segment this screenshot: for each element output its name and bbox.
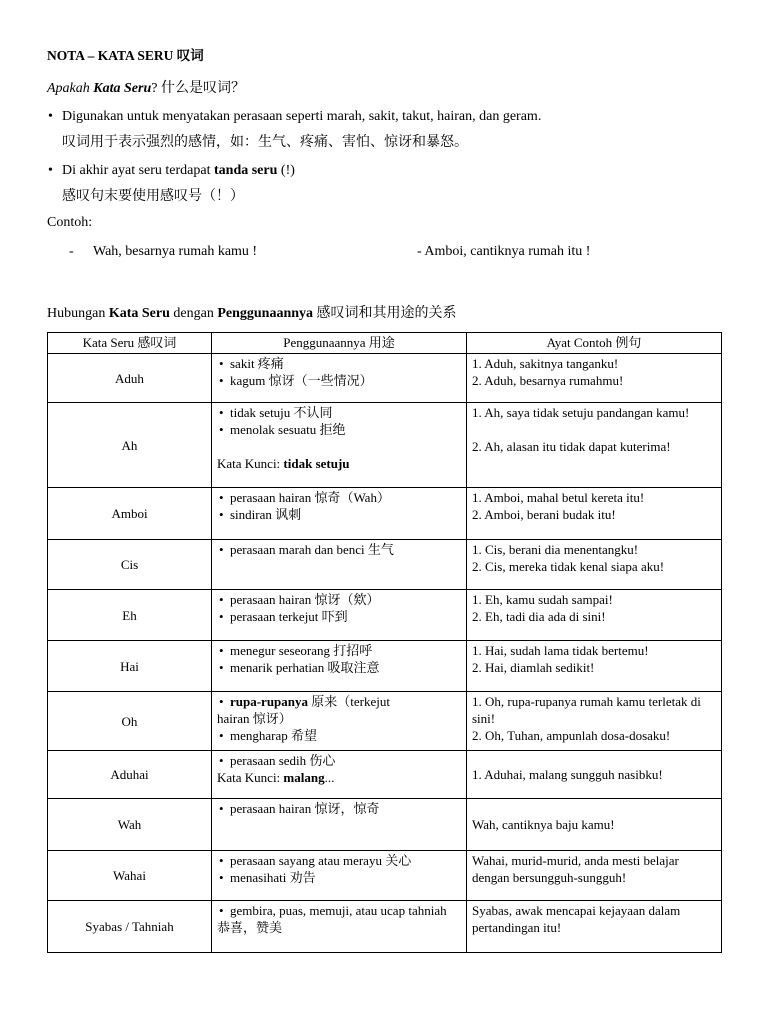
- bullet-symbol: •: [219, 853, 224, 868]
- header-penggunaan: Penggunaannya 用途: [212, 333, 467, 354]
- intro-question: [47, 77, 245, 97]
- use-text: sindiran 讽刺: [230, 507, 302, 522]
- example-sentence: 2. Ah, alasan itu tidak dapat kuterima!: [472, 439, 671, 454]
- example-dash: -: [69, 244, 74, 259]
- header-ayat-contoh: Ayat Contoh 例句: [467, 333, 722, 354]
- use-text: perasaan marah dan benci 生气: [230, 542, 394, 557]
- example-sentence: 1. Aduh, sakitnya tanganku!: [472, 356, 619, 371]
- bullet-symbol: •: [219, 903, 224, 918]
- use-item: [217, 421, 461, 438]
- example-sentence: 1. Hai, sudah lama tidak bertemu!: [472, 643, 649, 658]
- example-right: - Amboi, cantiknya rumah itu !: [417, 244, 591, 259]
- use-text: tidak setuju 不认同: [230, 405, 333, 420]
- row-word: Cis: [48, 540, 212, 590]
- table-row: [48, 540, 722, 590]
- bullet-2-text-bold: tanda seru: [214, 163, 278, 178]
- row-examples: [467, 488, 722, 540]
- row-word: Aduhai: [48, 751, 212, 799]
- bullet-1-text: Digunakan untuk menyatakan perasaan seperti marah, sakit, takut, hairan, dan geram.: [62, 109, 542, 124]
- row-word: Amboi: [48, 488, 212, 540]
- bullet-2-chinese: 感叹句末要使用感叹号（！）: [62, 189, 244, 204]
- table-row: [48, 851, 722, 901]
- use-item: [217, 800, 461, 817]
- row-uses: [212, 590, 467, 641]
- row-uses: [212, 641, 467, 692]
- bullet-symbol: •: [219, 542, 224, 557]
- example-sentence: 2. Hai, diamlah sedikit!: [472, 660, 595, 675]
- use-item: [217, 902, 461, 936]
- row-examples: [467, 354, 722, 403]
- use-item: [217, 659, 461, 676]
- heading-mid: dengan: [169, 306, 218, 321]
- row-examples: [467, 403, 722, 488]
- bullet-2: [48, 163, 295, 179]
- row-uses: [212, 901, 467, 953]
- use-text: menegur seseorang 打招呼: [230, 643, 373, 658]
- bullet-symbol: •: [219, 373, 224, 388]
- question-bold: Kata Seru: [93, 81, 152, 96]
- use-item: [217, 372, 461, 389]
- row-uses: [212, 488, 467, 540]
- row-examples: [467, 901, 722, 953]
- example-left-text: Wah, besarnya rumah kamu !: [93, 244, 258, 259]
- use-item: [217, 489, 461, 506]
- row-word: Ah: [48, 403, 212, 488]
- table-row: [48, 751, 722, 799]
- row-examples: [467, 751, 722, 799]
- row-uses: [212, 403, 467, 488]
- keyword: malang: [283, 770, 325, 785]
- example-sentence: 2. Cis, mereka tidak kenal siapa aku!: [472, 559, 665, 574]
- example-sentence: Wah, cantiknya baju kamu!: [472, 817, 615, 832]
- use-item: [217, 404, 461, 421]
- example-sentence: 1. Aduhai, malang sungguh nasibku!: [472, 767, 663, 782]
- bullet-symbol: •: [219, 405, 224, 420]
- heading-bold-2: Penggunaannya: [217, 306, 314, 321]
- row-uses: [212, 799, 467, 851]
- use-item: [217, 642, 461, 659]
- bullet-symbol: •: [219, 660, 224, 675]
- example-sentence: 2. Eh, tadi dia ada di sini!: [472, 609, 606, 624]
- example-left: [69, 244, 257, 260]
- use-text: gembira, puas, memuji, atau ucap tahniah 恭喜，赞美: [217, 903, 447, 935]
- row-uses: [212, 851, 467, 901]
- use-text: perasaan hairan 惊讶（欸）: [230, 592, 380, 607]
- table-row: [48, 799, 722, 851]
- use-text: perasaan sedih 伤心: [230, 753, 336, 768]
- bullet-2-text-post: (!): [277, 163, 295, 178]
- row-word: Oh: [48, 692, 212, 751]
- bullet-symbol: •: [219, 422, 224, 437]
- row-examples: [467, 641, 722, 692]
- example-sentence: 1. Amboi, mahal betul kereta itu!: [472, 490, 645, 505]
- use-text: perasaan hairan 惊奇（Wah）: [230, 490, 390, 505]
- use-item: [217, 869, 461, 886]
- question-prefix: Apakah: [47, 81, 94, 96]
- table-row: [48, 354, 722, 403]
- keyword: tidak setuju: [283, 456, 350, 471]
- bullet-symbol: •: [219, 643, 224, 658]
- bullet-symbol: •: [219, 694, 224, 709]
- example-sentence: Syabas, awak mencapai kejayaan dalam pertandingan itu!: [472, 903, 681, 935]
- row-word: Eh: [48, 590, 212, 641]
- use-item: [217, 608, 461, 625]
- row-word: Wah: [48, 799, 212, 851]
- table-row: [48, 403, 722, 488]
- row-word: Hai: [48, 641, 212, 692]
- keyword-line: [217, 455, 461, 472]
- heading-pre: Hubungan: [47, 306, 109, 321]
- use-item: [217, 355, 461, 372]
- example-sentence: 1. Oh, rupa-rupanya rumah kamu terletak di sini!: [472, 694, 701, 726]
- row-word: Aduh: [48, 354, 212, 403]
- use-text: kagum 惊讶（一些情况）: [230, 373, 373, 388]
- bullet-symbol: •: [219, 870, 224, 885]
- row-examples: [467, 692, 722, 751]
- bullet-symbol: •: [219, 356, 224, 371]
- bullet-symbol: •: [219, 507, 224, 522]
- use-text-continued: hairan 惊讶）: [217, 711, 292, 726]
- example-sentence: 1. Cis, berani dia menentangku!: [472, 542, 639, 557]
- row-word: Wahai: [48, 851, 212, 901]
- table-row: [48, 590, 722, 641]
- row-examples: [467, 799, 722, 851]
- bullet-symbol: •: [219, 728, 224, 743]
- example-sentence: 2. Aduh, besarnya rumahmu!: [472, 373, 624, 388]
- row-examples: [467, 590, 722, 641]
- keyword-label: Kata Kunci:: [217, 456, 284, 471]
- table-row: [48, 641, 722, 692]
- row-examples: [467, 540, 722, 590]
- bullet-2-text-pre: Di akhir ayat seru terdapat: [62, 163, 214, 178]
- table-row: [48, 901, 722, 953]
- use-text: menolak sesuatu 拒绝: [230, 422, 346, 437]
- use-text: mengharap 希望: [230, 728, 318, 743]
- heading-bold-1: Kata Seru: [108, 306, 170, 321]
- keyword-suffix: ...: [324, 770, 335, 785]
- keyword-line: [217, 769, 461, 786]
- bullet-symbol: •: [219, 753, 224, 768]
- use-text: 原来（terkejut: [308, 694, 390, 709]
- bullet-symbol: •: [219, 801, 224, 816]
- bullet-1: [48, 109, 541, 125]
- bullet-symbol: •: [48, 163, 53, 178]
- example-sentence: 2. Oh, Tuhan, ampunlah dosa-dosaku!: [472, 728, 671, 743]
- use-item: [217, 852, 461, 869]
- table-row: [48, 488, 722, 540]
- use-item: [217, 506, 461, 523]
- page-title: NOTA – KATA SERU 叹词: [47, 48, 204, 63]
- bullet-symbol: •: [48, 109, 53, 124]
- bullet-1-chinese: 叹词用于表示强烈的感情，如：生气、疼痛、害怕、惊讶和暴怒。: [62, 135, 468, 150]
- row-uses: [212, 751, 467, 799]
- example-sentence: 1. Ah, saya tidak setuju pandangan kamu!: [472, 405, 690, 420]
- use-text: perasaan terkejut 吓到: [230, 609, 348, 624]
- row-uses: [212, 540, 467, 590]
- use-item: [217, 693, 461, 710]
- use-text-bold: rupa-rupanya: [230, 694, 309, 709]
- example-sentence: 1. Eh, kamu sudah sampai!: [472, 592, 613, 607]
- keyword-label: Kata Kunci:: [217, 770, 284, 785]
- row-word: Syabas / Tahniah: [48, 901, 212, 953]
- use-text: menasihati 劝告: [230, 870, 316, 885]
- row-uses: [212, 692, 467, 751]
- table-header-row: [48, 333, 722, 354]
- use-text: menarik perhatian 吸取注意: [230, 660, 380, 675]
- use-item: [217, 727, 461, 744]
- use-item: [217, 541, 461, 558]
- row-examples: [467, 851, 722, 901]
- question-suffix: ? 什么是叹词？: [151, 81, 245, 96]
- use-text: sakit 疼痛: [230, 356, 284, 371]
- bullet-symbol: •: [219, 592, 224, 607]
- contoh-label: Contoh:: [47, 215, 93, 230]
- kata-seru-table: [47, 332, 722, 953]
- row-uses: [212, 354, 467, 403]
- example-sentence: Wahai, murid-murid, anda mesti belajar dengan bersungguh-sungguh!: [472, 853, 679, 885]
- use-item: [217, 752, 461, 769]
- example-sentence: 2. Amboi, berani budak itu!: [472, 507, 616, 522]
- table-row: [48, 692, 722, 751]
- bullet-symbol: •: [219, 490, 224, 505]
- use-text: perasaan hairan 惊讶，惊奇: [230, 801, 380, 816]
- use-text: perasaan sayang atau merayu 关心: [230, 853, 412, 868]
- section-heading: [47, 302, 457, 322]
- header-kata-seru: Kata Seru 感叹词: [48, 333, 212, 354]
- use-item: [217, 591, 461, 608]
- heading-post: 感叹词和其用途的关系: [313, 306, 457, 321]
- bullet-symbol: •: [219, 609, 224, 624]
